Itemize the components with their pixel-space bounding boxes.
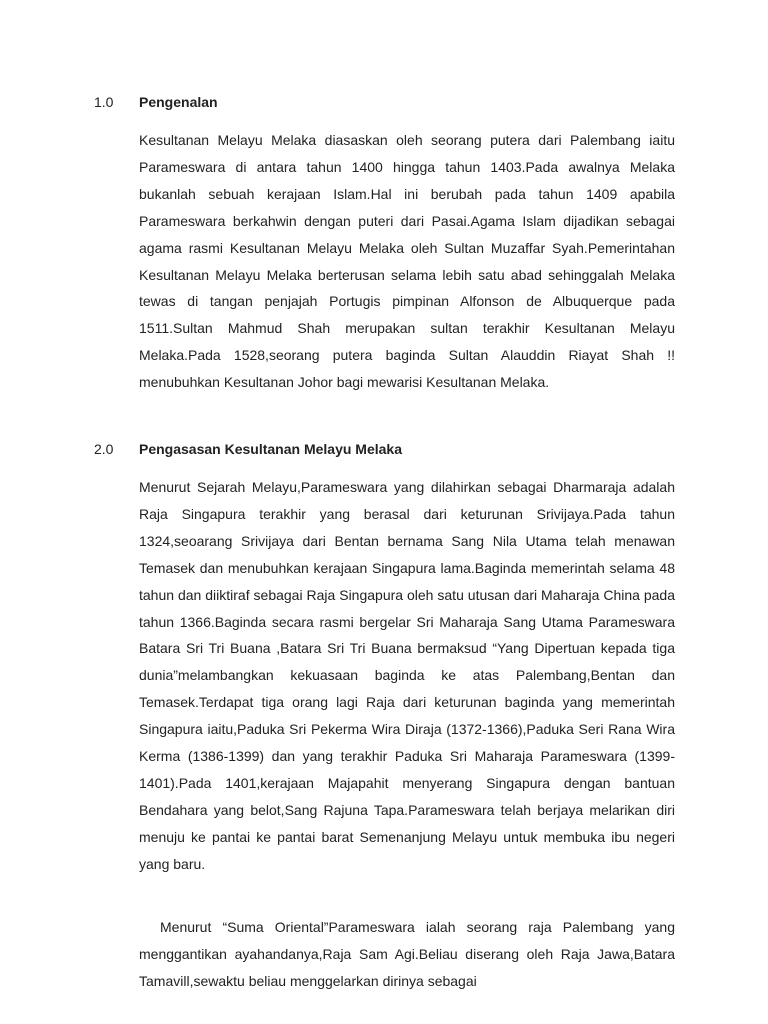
section-number-2: 2.0 — [94, 441, 114, 457]
section-1-paragraph-1: Kesultanan Melayu Melaka diasaskan oleh seorang putera dari Palembang iaitu Parameswara di antara tahun 1400 hingga tahun 1403.Pada awalnya Melaka bukanlah sebuah kerajaan Islam.Hal ini berubah pada tahun 1409 apabila Parameswara berkahwin dengan puteri dari Pasai.Agama Islam dijadikan sebagai agama rasmi Kesultanan Melayu Melaka oleh Sultan Muzaffar Syah.Pemerintahan Kesultanan Melayu Melaka berterusan selama lebih satu abad sehinggalah Melaka tewas di tangan penjajah Portugis pimpinan Alfonson de Albuquerque pada 1511.Sultan Mahmud Shah merupakan sultan terakhir Kesultanan Melayu Melaka.Pada 1528,seorang putera baginda Sultan Alauddin Riayat Shah !! menubuhkan Kesultanan Johor bagi mewarisi Kesultanan Melaka. — [139, 132, 675, 391]
section-heading-2 — [94, 440, 402, 458]
section-number-1: 1.0 — [94, 94, 114, 110]
section-title-1: Pengenalan — [139, 94, 218, 110]
section-2-paragraph-2: Menurut “Suma Oriental”Parameswara ialah seorang raja Palembang yang menggantikan ayahandanya,Raja Sam Agi.Beliau diserang oleh Raja Jawa,Batara Tamavill,sewaktu beliau menggelarkan dirinya sebagai — [139, 919, 675, 989]
section-heading-1 — [94, 93, 218, 111]
section-2-paragraph-1: Menurut Sejarah Melayu,Parameswara yang dilahirkan sebagai Dharmaraja adalah Raja Singapura terakhir yang berasal dari keturunan Srivijaya.Pada tahun 1324,seoarang Srivijaya dari Bentan bernama Sang Nila Utama telah menawan Temasek dan menubuhkan kerajaan Singapura lama.Baginda memerintah selama 48 tahun dan diiktiraf sebagai Raja Singapura oleh satu utusan dari Maharaja China pada tahun 1366.Baginda secara rasmi bergelar Sri Maharaja Sang Utama Parameswara Batara Sri Tri Buana ,Batara Sri Tri Buana bermaksud “Yang Dipertuan kepada tiga dunia”melambangkan kekuasaan baginda ke atas Palembang,Bentan dan Temasek.Terdapat tiga orang lagi Raja dari keturunan baginda yang memerintah Singapura iaitu,Paduka Sri Pekerma Wira Diraja (1372-1366),Paduka Seri Rana Wira Kerma (1386-1399) dan yang terakhir Paduka Sri Maharaja Parameswara (1399-1401).Pada 1401,kerajaan Majapahit menyerang Singapura dengan bantuan Bendahara yang belot,Sang Rajuna Tapa.Parameswara telah berjaya melarikan diri menuju ke pantai ke pantai barat Semenanjung Melayu untuk membuka ibu negeri yang baru. — [139, 479, 675, 872]
section-title-2: Pengasasan Kesultanan Melayu Melaka — [139, 441, 402, 457]
